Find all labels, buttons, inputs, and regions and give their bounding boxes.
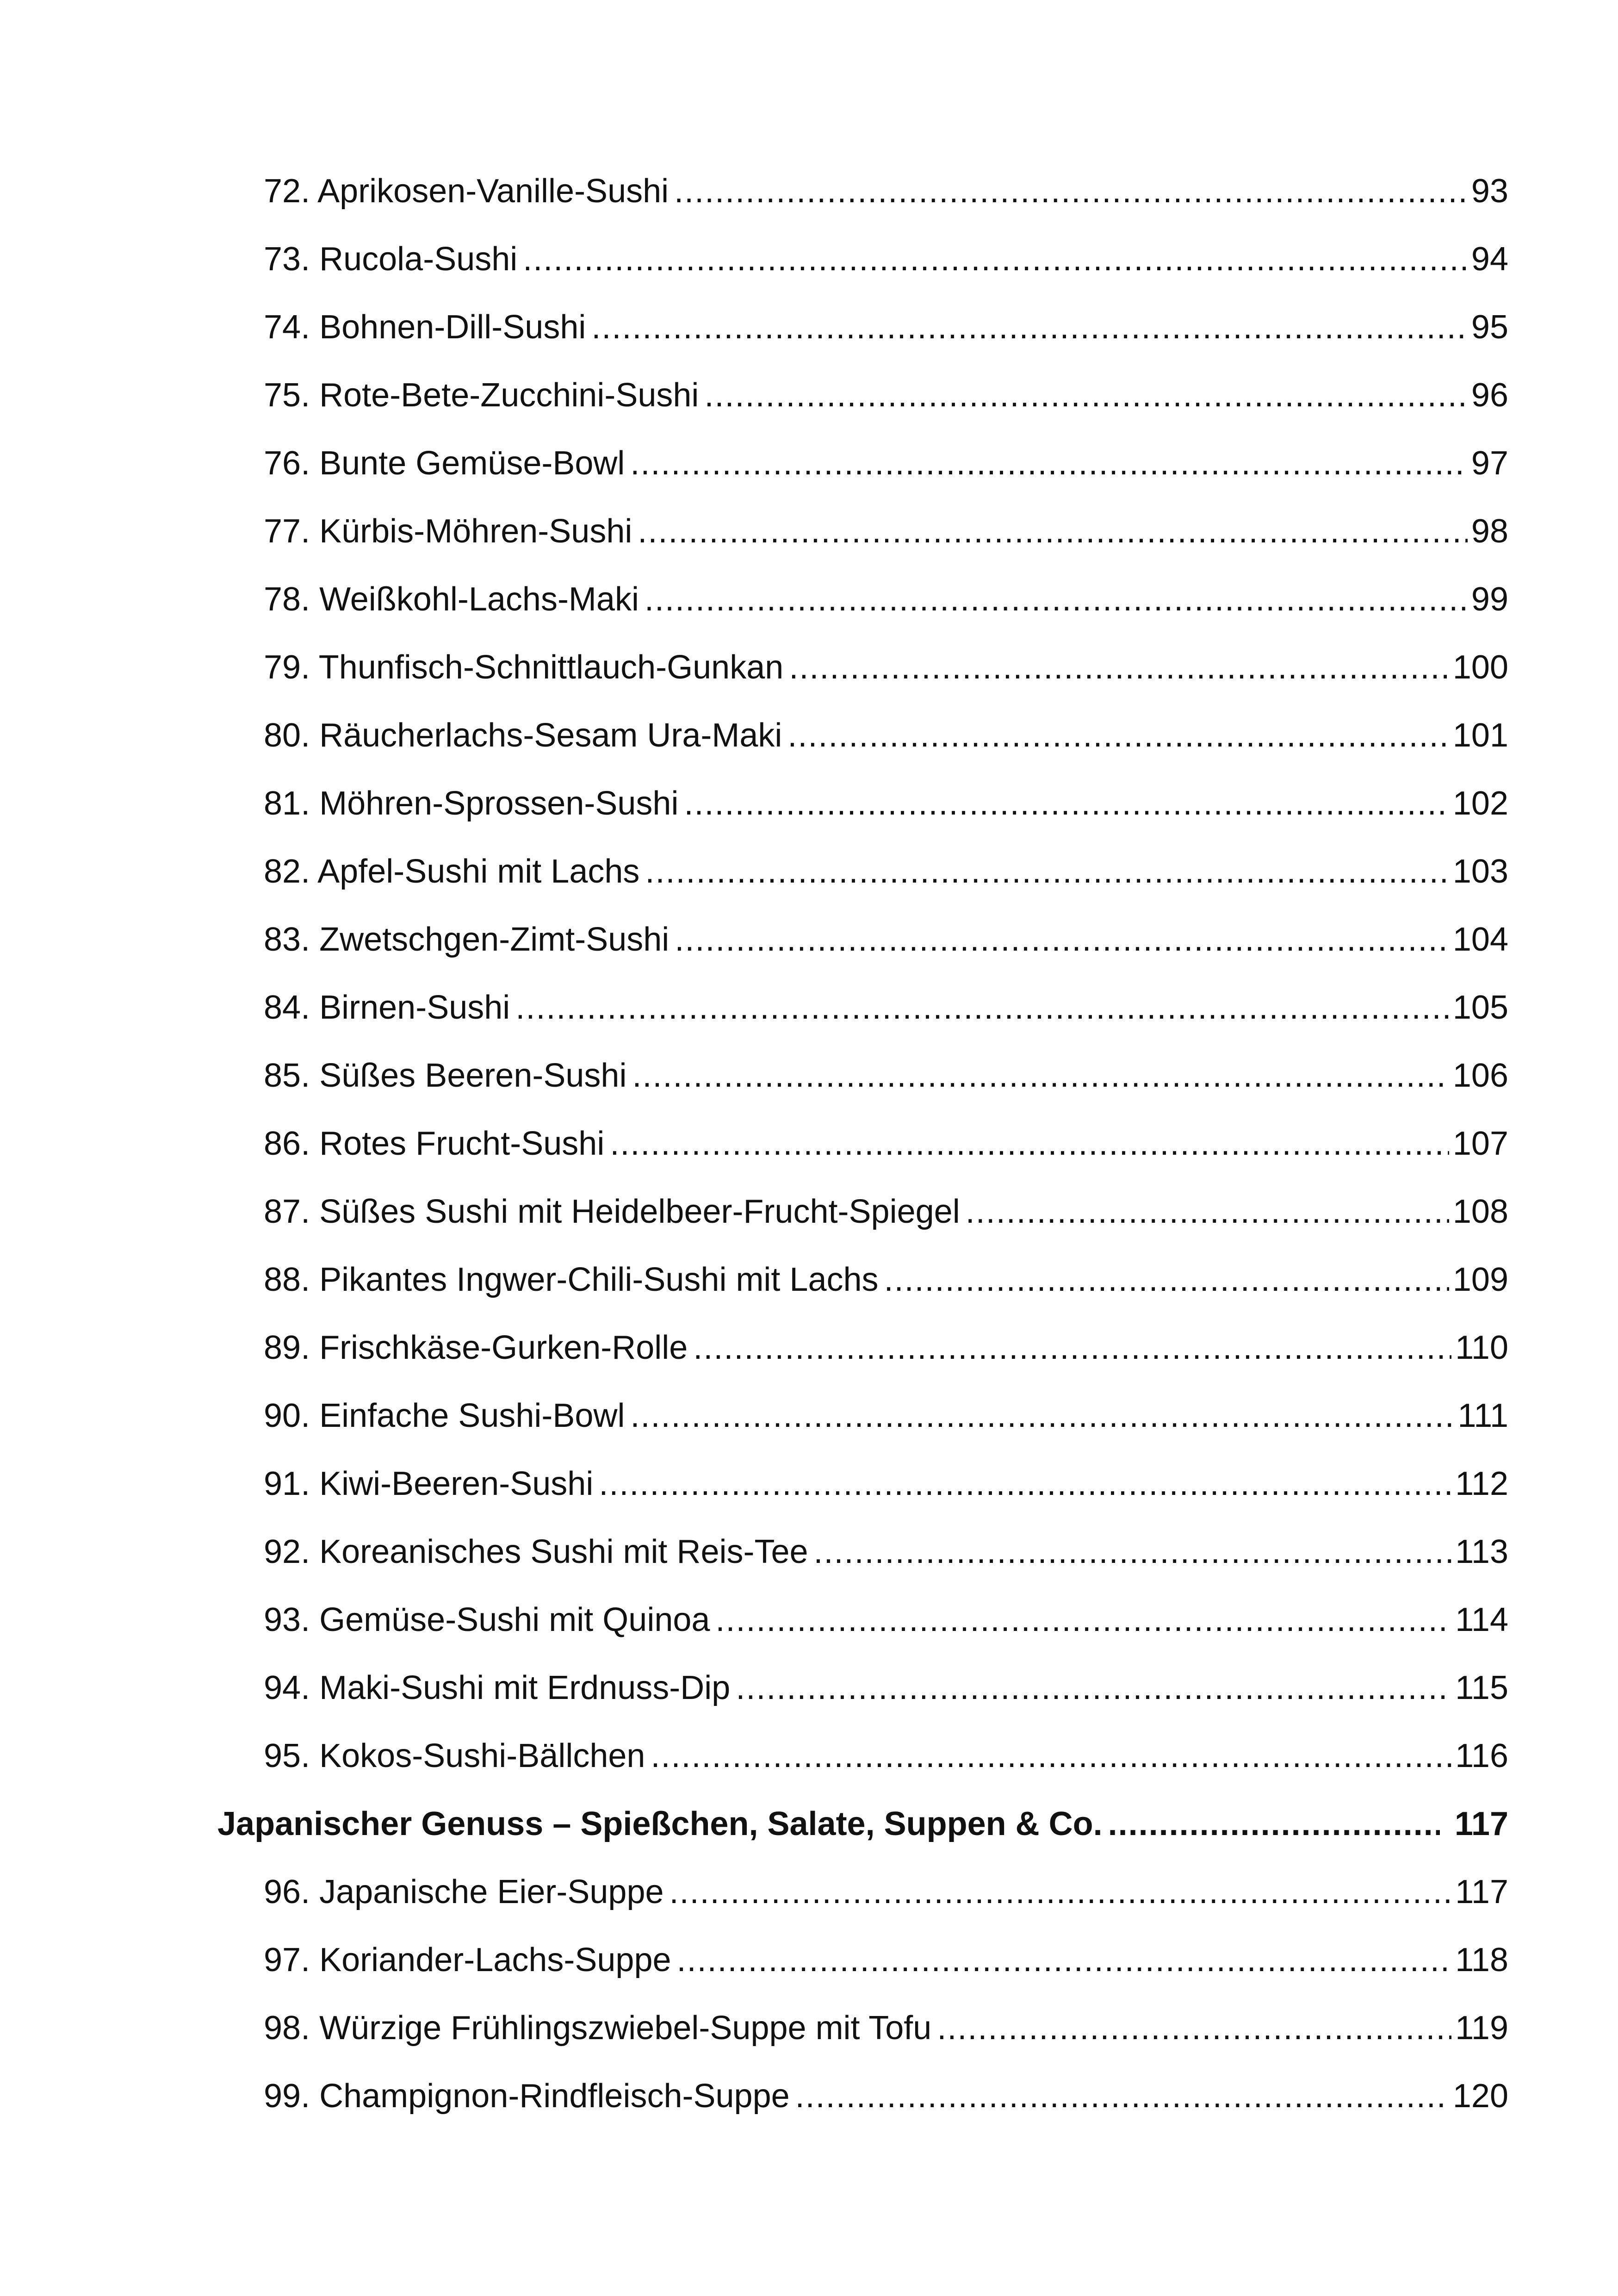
toc-row[interactable] xyxy=(217,1858,1508,1926)
toc-row[interactable] xyxy=(217,1654,1508,1722)
toc-page-number: 117 xyxy=(1455,1873,1508,1910)
toc-entry-title: 89. Frischkäse-Gurken-Rolle xyxy=(264,1329,688,1366)
toc-page-number: 106 xyxy=(1452,1057,1508,1094)
dot-leader xyxy=(645,566,1468,634)
dot-leader xyxy=(693,1314,1451,1382)
toc-row[interactable] xyxy=(217,498,1508,566)
toc-row[interactable] xyxy=(217,906,1508,974)
toc-entry-title: 78. Weißkohl-Lachs-Maki xyxy=(264,581,639,618)
toc-row[interactable] xyxy=(217,1042,1508,1110)
dot-leader xyxy=(632,1042,1449,1110)
dot-leader xyxy=(674,157,1468,225)
dot-leader xyxy=(610,1110,1449,1178)
toc-row[interactable] xyxy=(217,1994,1508,2062)
toc-row[interactable] xyxy=(217,702,1508,770)
dot-leader xyxy=(591,293,1468,361)
dot-leader xyxy=(814,1518,1452,1586)
dot-leader xyxy=(736,1654,1451,1722)
dot-leader xyxy=(966,1178,1449,1246)
toc-row[interactable] xyxy=(217,1314,1508,1382)
dot-leader xyxy=(599,1450,1451,1518)
toc-row[interactable] xyxy=(217,2062,1508,2130)
toc-entry-title: 96. Japanische Eier-Suppe xyxy=(264,1873,664,1910)
toc-row[interactable] xyxy=(217,1110,1508,1178)
toc-row[interactable] xyxy=(217,634,1508,702)
toc-row[interactable] xyxy=(217,1382,1508,1450)
dot-leader xyxy=(645,838,1449,906)
dot-leader xyxy=(630,1382,1454,1450)
dot-leader xyxy=(795,2062,1449,2130)
toc-page-number: 118 xyxy=(1455,1941,1508,1979)
toc-entry-title: 73. Rucola-Sushi xyxy=(264,241,518,278)
toc-row[interactable] xyxy=(217,770,1508,838)
toc-row[interactable] xyxy=(217,429,1508,498)
toc-entry-title: 88. Pikantes Ingwer-Chili-Sushi mit Lachs xyxy=(264,1261,879,1298)
toc-entry-title: 93. Gemüse-Sushi mit Quinoa xyxy=(264,1601,710,1638)
toc-page-number: 117 xyxy=(1454,1805,1508,1842)
toc-row[interactable] xyxy=(217,974,1508,1042)
dot-leader xyxy=(675,906,1449,974)
toc-row[interactable] xyxy=(217,361,1508,429)
toc-row[interactable] xyxy=(217,1518,1508,1586)
toc-page-number: 101 xyxy=(1452,717,1508,754)
toc-entry-title: 79. Thunfisch-Schnittlauch-Gunkan xyxy=(264,649,784,686)
toc-entry-title: 75. Rote-Bete-Zucchini-Sushi xyxy=(264,377,699,414)
toc-entry-title: 91. Kiwi-Beeren-Sushi xyxy=(264,1465,594,1502)
toc-page-number: 115 xyxy=(1455,1669,1508,1706)
toc-page-number: 120 xyxy=(1452,2078,1508,2115)
toc-row[interactable] xyxy=(217,838,1508,906)
toc-entry-title: 97. Koriander-Lachs-Suppe xyxy=(264,1941,671,1979)
toc-entry-title: 80. Räucherlachs-Sesam Ura-Maki xyxy=(264,717,782,754)
toc-page-number: 100 xyxy=(1452,649,1508,686)
toc-row[interactable] xyxy=(217,1450,1508,1518)
dot-leader xyxy=(684,770,1449,838)
toc-entry-title: 82. Apfel-Sushi mit Lachs xyxy=(264,853,640,890)
toc-row[interactable] xyxy=(217,1246,1508,1314)
toc-row[interactable] xyxy=(217,225,1508,293)
toc-entry-title: 99. Champignon-Rindfleisch-Suppe xyxy=(264,2078,790,2115)
dot-leader xyxy=(651,1722,1451,1790)
toc-entry-title: 87. Süßes Sushi mit Heidelbeer-Frucht-Spiegel xyxy=(264,1193,960,1230)
toc-page-number: 99 xyxy=(1471,581,1508,618)
toc-row[interactable] xyxy=(217,1586,1508,1654)
toc-row[interactable] xyxy=(217,1722,1508,1790)
toc-entry-title: 76. Bunte Gemüse-Bowl xyxy=(264,445,625,482)
toc-row[interactable] xyxy=(217,566,1508,634)
toc-page-number: 97 xyxy=(1471,445,1508,482)
dot-leader xyxy=(677,1926,1452,1994)
toc-entry-title: 77. Kürbis-Möhren-Sushi xyxy=(264,513,632,550)
toc-entry-title: 86. Rotes Frucht-Sushi xyxy=(264,1125,605,1162)
toc-page-number: 112 xyxy=(1455,1465,1508,1502)
toc-page-number: 95 xyxy=(1471,309,1508,346)
toc-page-number: 107 xyxy=(1452,1125,1508,1162)
toc-page-number: 98 xyxy=(1471,513,1508,550)
dot-leader xyxy=(715,1586,1451,1654)
toc-row[interactable] xyxy=(217,1178,1508,1246)
dot-leader xyxy=(638,498,1468,566)
toc-entry-title: 83. Zwetschgen-Zimt-Sushi xyxy=(264,921,670,958)
toc-page-number: 103 xyxy=(1452,853,1508,890)
toc-row[interactable] xyxy=(217,1926,1508,1994)
toc-page-number: 113 xyxy=(1455,1533,1508,1570)
toc-page-number: 109 xyxy=(1452,1261,1508,1298)
toc-page-number: 105 xyxy=(1452,989,1508,1026)
toc-page-number: 119 xyxy=(1455,2010,1508,2047)
toc-entry-title: 84. Birnen-Sushi xyxy=(264,989,510,1026)
dot-leader xyxy=(937,1994,1451,2062)
toc-page-number: 96 xyxy=(1471,377,1508,414)
toc-row[interactable] xyxy=(217,293,1508,361)
toc-page-number: 108 xyxy=(1452,1193,1508,1230)
toc-entry-title: 95. Kokos-Sushi-Bällchen xyxy=(264,1737,645,1774)
dot-leader xyxy=(630,429,1468,498)
dot-leader xyxy=(515,974,1449,1042)
toc-page-number: 94 xyxy=(1471,241,1508,278)
toc-section-row[interactable] xyxy=(217,1790,1508,1858)
toc-page-number: 102 xyxy=(1452,785,1508,822)
dot-leader xyxy=(787,702,1449,770)
toc-row[interactable] xyxy=(217,157,1508,225)
toc-entry-title: 98. Würzige Frühlingszwiebel-Suppe mit Tofu xyxy=(264,2010,932,2047)
toc-page-number: 114 xyxy=(1455,1601,1508,1638)
dot-leader xyxy=(670,1858,1452,1926)
dot-leader xyxy=(523,225,1468,293)
toc-entry-title: 72. Aprikosen-Vanille-Sushi xyxy=(264,173,669,210)
toc-page-number: 116 xyxy=(1455,1737,1508,1774)
dot-leader xyxy=(704,361,1467,429)
toc-entry-title: 92. Koreanisches Sushi mit Reis-Tee xyxy=(264,1533,808,1570)
toc-page-number: 110 xyxy=(1455,1329,1508,1366)
toc-entry-title: 81. Möhren-Sprossen-Sushi xyxy=(264,785,679,822)
toc-page-number: 93 xyxy=(1471,173,1508,210)
table-of-contents xyxy=(217,157,1508,2130)
toc-entry-title: 94. Maki-Sushi mit Erdnuss-Dip xyxy=(264,1669,731,1706)
toc-entry-title: 74. Bohnen-Dill-Sushi xyxy=(264,309,586,346)
dot-leader xyxy=(884,1246,1449,1314)
toc-section-title: Japanischer Genuss – Spießchen, Salate, Suppen & Co. xyxy=(217,1805,1103,1842)
dot-leader xyxy=(1108,1790,1440,1858)
toc-page-number: 104 xyxy=(1452,921,1508,958)
toc-entry-title: 90. Einfache Sushi-Bowl xyxy=(264,1397,625,1434)
toc-entry-title: 85. Süßes Beeren-Sushi xyxy=(264,1057,627,1094)
dot-leader xyxy=(789,634,1449,702)
toc-page-number: 111 xyxy=(1457,1397,1508,1434)
